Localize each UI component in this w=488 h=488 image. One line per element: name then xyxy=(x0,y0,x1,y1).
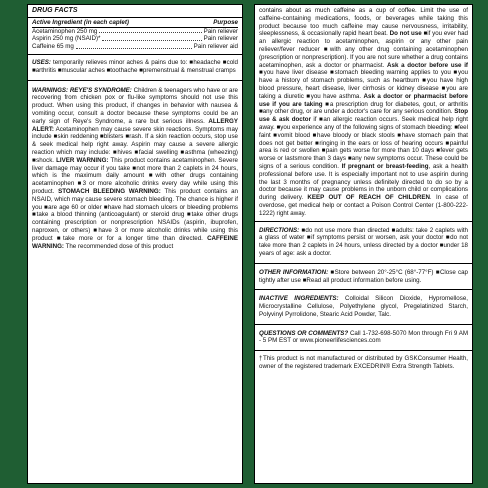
warnings-label: WARNINGS: REYE'S SYNDROME: xyxy=(32,86,132,94)
liver-label: LIVER WARNING: xyxy=(56,156,109,164)
pregnant-text: , ask a health professional before use. It is especially important not to use aspirin during the last 3 months of pregnancy unless definitely directed to do so by a doctor because it may cause problems in the unborn child or complications during delivery. xyxy=(259,162,468,202)
ingredient-name: Aspirin 250 mg (NSAID)* xyxy=(32,35,101,43)
footnote-section xyxy=(255,351,472,374)
reye-text: Children & teenagers who have or are recovering from chicken pox or flu-like symptoms should not use this product. When using this product, if changes in behavior with nausea & vomiting occur, consult a doctor because these symptoms could be an early sign of Reye's Syndrome, a rare but serious illness. xyxy=(32,86,238,125)
active-ingredients-header xyxy=(32,19,238,28)
other-info-text: ■Store between 20°-25°C (68°-77°F) ■Close cap tightly after use ■Read all product information before using. xyxy=(259,268,468,284)
drug-facts-title: DRUG FACTS xyxy=(28,5,242,18)
inactive-ingredients-section xyxy=(255,290,472,324)
allergy-text: Acetaminophen may cause severe skin reactions. Symptoms may include ■skin reddening ■blisters ■rash. If a skin reaction occurs, stop use & seek medical help right away. Aspirin may cause a severe allergic reaction which may include: ■hives ■facial swelling ■asthma (wheezing) ■shock. xyxy=(32,125,238,164)
ingredient-row xyxy=(32,28,238,36)
uses-label: USES: xyxy=(32,58,51,66)
leader-dots xyxy=(99,28,201,34)
active-ingredients-section xyxy=(28,18,242,55)
ask-pharmacist-text: ■a prescription drug for diabetes, gout, or arthritis ■any other drug, or are under a doctor's care for any serious condition. xyxy=(259,100,468,116)
ask-pharmacist-label: Ask a doctor or pharmacist before use if you are taking xyxy=(259,92,468,108)
drug-facts-left-panel xyxy=(27,4,243,484)
directions-section xyxy=(255,222,472,264)
ingredient-row xyxy=(32,35,238,43)
active-ingredient-heading: Active Ingredient (in each caplet) xyxy=(32,18,129,26)
do-not-use-label: Do not use xyxy=(389,30,422,38)
ingredient-name: Caffeine 65 mg xyxy=(32,43,74,51)
caffeine-label: CAFFEINE WARNING: xyxy=(32,234,238,250)
bleeding-label: STOMACH BLEEDING WARNING: xyxy=(58,187,161,195)
questions-label: QUESTIONS OR COMMENTS? xyxy=(259,329,349,337)
ingredient-purpose: Pain reliever xyxy=(203,27,238,35)
stop-use-text: if ■an allergic reaction occurs. Seek medical help right away. ■you experience any of the following signs of stomach bleeding: ■feel faint ■vomit blood ■have bloody or black stools ■have stomach pain that does not get better ■ringing in the ears or loss of hearing occurs ■painful area is red or swollen ■pain gets worse for more than 10 days ■fever gets worse or lastsmore than 3 days ■any new symptoms occur. These could be signs of a serious condition. xyxy=(259,116,468,170)
caffeine-text: The recommended dose of this product xyxy=(65,242,174,250)
uses-section xyxy=(28,55,242,81)
keep-out-text: . In case of overdose, get medical help or contact a Poison Control Center (1-800-222-1222) right away. xyxy=(259,194,468,217)
ask-doctor-text: ■you have liver disease ■stomach bleeding warning applies to you ■you have a history of stomach problems, such as heartburn ■you have high blood pressure, heart disease, liver cirrhosis or kidney disease ■you are taking a diuretic ■you have asthma. xyxy=(259,69,468,100)
questions-section xyxy=(255,325,472,352)
questions-text: Call 1-732-698-5070 Mon through Fri 9 AM - 5 PM EST or www.pioneerlifesciences.com xyxy=(259,329,468,345)
purpose-heading: Purpose xyxy=(213,18,238,26)
bleeding-text: This product contains an NSAID, which may cause severe stomach bleeding. The chance is higher if you ■are age 60 or older ■have had stomach ulcers or bleeding problems ■take a blood thinning (anticoagulant) or steroid drug ■take other drugs containing prescription or nonprescription NSAIDs (aspirin, ibuprofen, naproxen, or others) ■have 3 or more alcoholic drinks while using this product ■take more or for a longer time than directed. xyxy=(32,187,238,242)
stop-use-label: Stop use & ask doctor xyxy=(259,108,468,124)
pregnant-label: If pregnant or breast-feeding xyxy=(341,162,429,170)
caffeine-continued-text: contains about as much caffeine as a cup of coffee. Limit the use of caffeine-containing medications, foods, or beverages while taking this product because too much caffeine may cause nervousness, irritability, sleeplessness, & occasionally rapid heart beat. xyxy=(259,7,468,38)
other-information-section xyxy=(255,264,472,291)
leader-dots xyxy=(102,35,201,41)
ingredient-purpose: Pain reliever xyxy=(203,35,238,43)
other-info-label: OTHER INFORMATION: xyxy=(259,268,329,276)
inactive-text: Colloidal Silicon Dioxide, Hypromellose, Microcrystalline Cellulose, Polyethylene glycol, Pregelatinized Starch, Polyvinyl Pyrrolidone, Stearic Acid Powder, Talc. xyxy=(259,295,468,318)
uses-text: temporarily relieves minor aches & pains due to: ■headache ■cold ■arthritis ■muscular aches ■toothache ■premenstrual & menstrual cramps xyxy=(32,58,238,74)
footnote-text: †This product is not manufactured or distributed by GSKConsumer Health, owner of the registered trademark EXCEDRIN® Extra Strength Tablets. xyxy=(259,355,468,371)
leader-dots xyxy=(76,43,192,49)
keep-out-label: KEEP OUT OF REACH OF CHILDREN xyxy=(307,194,430,202)
warnings-section xyxy=(28,81,242,254)
directions-label: DIRECTIONS: xyxy=(259,226,300,234)
ingredient-purpose: Pain reliever aid xyxy=(193,43,238,51)
ask-doctor-label: Ask a doctor before use if xyxy=(387,61,468,69)
do-not-use-text: ■if you ever had an allergic reaction to acetaminophen, aspirin or any other pain reliever/fever reducer ■with any other drug containing acetaminophen (prescription or nonprescription). If you are not sure whether a drug contains acetaminophen, ask a doctor or pharmacist. xyxy=(259,30,468,69)
ingredient-row xyxy=(32,43,238,51)
allergy-label: ALLERGY ALERT: xyxy=(32,117,238,133)
drug-facts-right-panel xyxy=(254,4,473,484)
liver-text: This product contains acetaminophen. Severe liver damage may occur if you take ■not more than 2 caplets in 24 hours, which is the maximum daily amount ■with other drugs containing acetaminophen ■3 or more alcoholic drinks every day while using this product. xyxy=(32,156,238,195)
inactive-label: INACTIVE INGREDIENTS: xyxy=(259,295,339,303)
directions-text: ■do not use more than directed ■adults: take 2 caplets with a glass of water ■if symptoms persist or worsen, ask your doctor ■do not take more than 2 caplets in 24 hours, unless directed by a doctor ■under 18 years of age: ask a doctor. xyxy=(259,226,468,257)
warnings-continued-section xyxy=(255,5,472,222)
ingredient-name: Acetaminophen 250 mg xyxy=(32,27,98,35)
